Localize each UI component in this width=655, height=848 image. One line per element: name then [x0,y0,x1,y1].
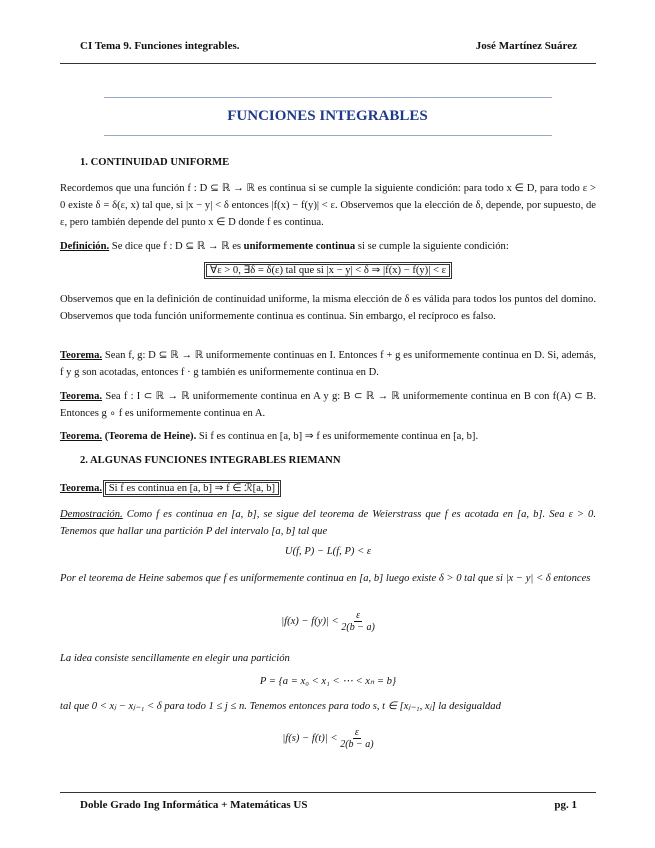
page-number: pg. 1 [554,799,577,811]
equation-lhs: |f(s) − f(t)| < [282,732,338,744]
fraction-denominator: 2(b − a) [341,622,375,633]
header-rule [60,63,596,64]
proof-label: Demostración. [60,509,123,520]
footer-left: Doble Grado Ing Informática + Matemáticas US [80,799,308,811]
equation-4 [60,727,596,750]
theorem-text: Si f es continua en [a, b] ⇒ f es uniformemente continua en [a, b]. [196,431,479,442]
fraction-numerator: ε [356,610,361,621]
equation-lhs: |f(x) − f(y)| < [281,615,339,627]
definition-text-end: si se cumple la siguiente condición: [355,241,509,252]
definition-label: Definición. [60,241,110,252]
theorem-3 [60,428,596,445]
theorem-boxed-statement: Si f es continua en [a, b] ⇒ f ∈ ℛ[a, b] [105,482,279,495]
header-left: CI Tema 9. Funciones integrables. [80,40,240,52]
definition-term: uniformemente continua [243,241,356,252]
paragraph-intro: Recordemos que una función f : D ⊆ ℝ → ℝ es continua si se cumple la siguiente condición: para todo x ∈ D, para todo ε > 0 existe δ = δ(ε, x) tal que, si |x − y| < δ entonces |f(x) − f(y)| < ε. Observemos que la elección de δ, depende, por supuesto, de ε, pero también depende del punto x ∈ D donde f es continua. [60,183,596,228]
proof-text: Como f es continua en [a, b], se sigue del teorema de Weierstrass que f es acotada en [a, b]. Sea ε > 0. Tenemos que hallar una partición P del intervalo [a, b] tal que [60,509,596,537]
equation-3: P = {a = x₀ < x₁ < ⋯ < xₙ = b} [259,676,397,687]
title-rule-top [104,97,552,98]
paragraph-heine: Por el teorema de Heine sabemos que f es uniformemente continua en [a, b] luego existe δ > 0 tal que si |x − y| < δ entonces [60,573,591,584]
definition-formula: ∀ε > 0, ∃δ = δ(ε) tal que si |x − y| < δ ⇒ |f(x) − f(y)| < ε [206,264,450,277]
equation-1: U(f, P) − L(f, P) < ε [284,546,372,557]
section-heading-2: 2. ALGUNAS FUNCIONES INTEGRABLES RIEMANN [80,455,341,466]
theorem-4 [60,480,596,497]
theorem-label: Teorema. [60,350,103,361]
theorem-2 [60,388,596,422]
footer-rule [60,792,596,793]
definition-text: Se dice que f : D ⊆ ℝ → ℝ es [109,241,244,252]
theorem-name: (Teorema de Heine). [102,431,197,442]
page-title: FUNCIONES INTEGRABLES [227,108,428,124]
theorem-text: Sea f : I ⊂ ℝ → ℝ uniformemente continua en A y g: B ⊂ ℝ → ℝ uniformemente continua en B con f(A) ⊂ B. Entonces g ∘ f es uniformemente continua en A. [60,391,596,419]
theorem-text: Sean f, g: D ⊆ ℝ → ℝ uniformemente continuas en I. Entonces f + g es uniformemente continua en D. Si, además, f y g son acotadas, entonces f · g también es uniformemente continua en D. [60,350,596,378]
paragraph-observation: Observemos que en la definición de continuidad uniforme, la misma elección de δ es válida para todos los puntos del domino. Observemos que toda función uniformemente continua es continua. Sin embargo, el recíproco es falso. [60,294,596,322]
definition [60,238,596,255]
fraction-denominator: 2(b − a) [340,739,374,750]
header-right: José Martínez Suárez [475,40,577,52]
theorem-label: Teorema. [60,391,103,402]
fraction-numerator: ε [354,727,359,738]
proof [60,506,596,540]
paragraph-partition: tal que 0 < xⱼ − xⱼ₋₁ < δ para todo 1 ≤ j ≤ n. Tenemos entonces para todo s, t ∈ [xⱼ₋₁, xⱼ] la desigualdad [60,701,501,712]
equation-2 [60,610,596,633]
paragraph-idea: La idea consiste sencillamente en elegir una partición [60,653,290,664]
theorem-1 [60,347,596,381]
theorem-label: Teorema. [60,483,103,494]
theorem-label: Teorema. [60,431,103,442]
title-rule-bottom [104,135,552,136]
section-heading-1: 1. CONTINUIDAD UNIFORME [80,157,230,168]
